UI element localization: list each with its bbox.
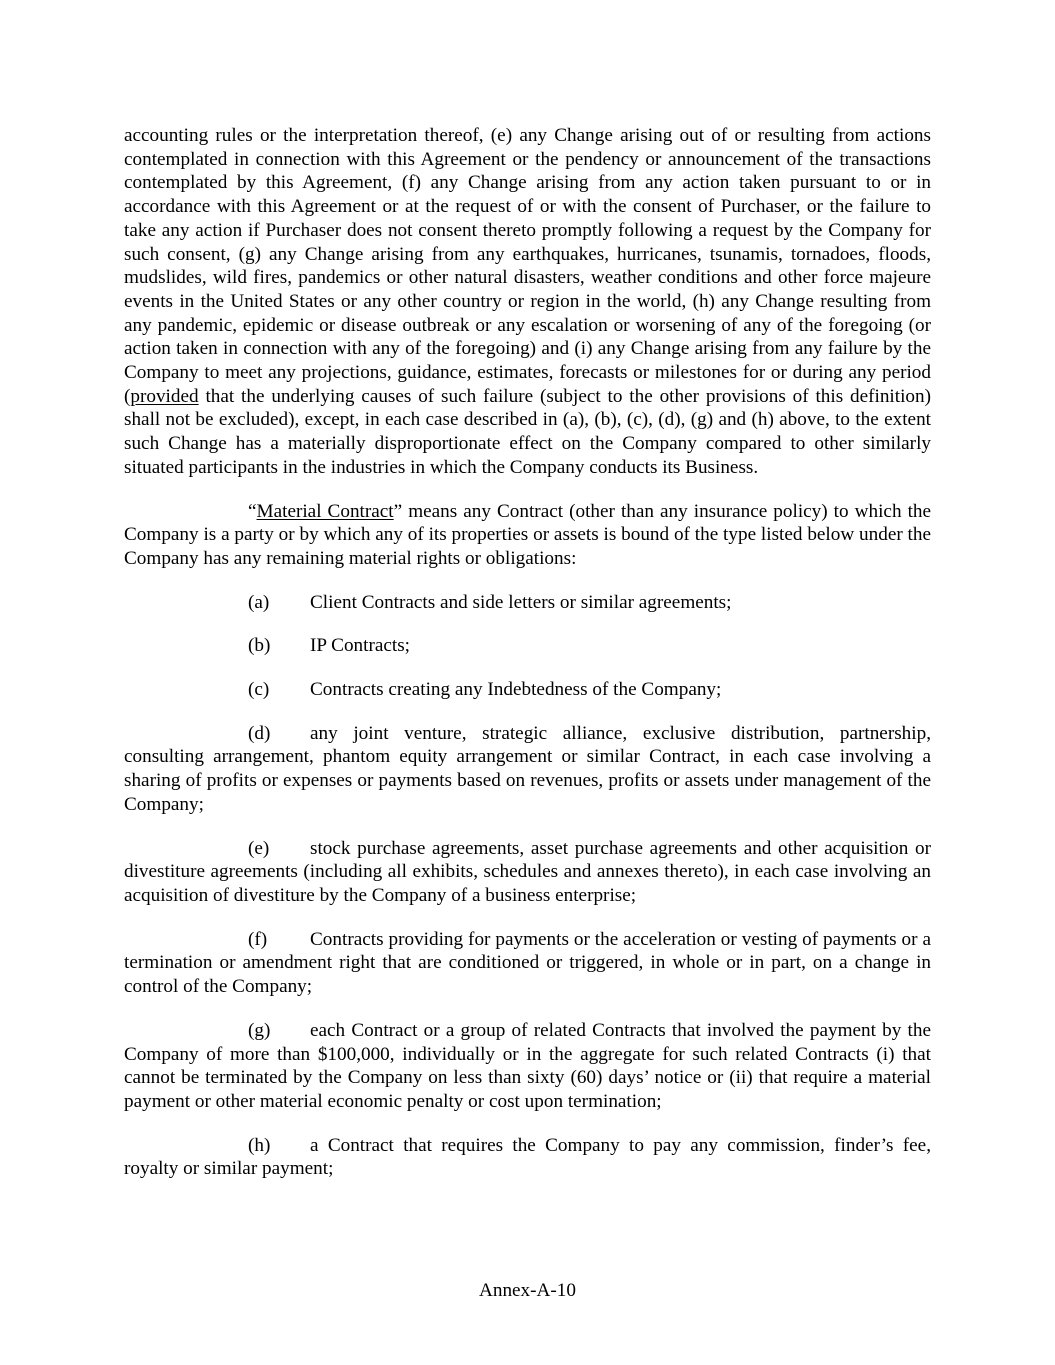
item-text: IP Contracts; [310,635,411,657]
intro-paragraph [124,124,931,480]
list-item-f [124,928,931,999]
list-item-c [124,678,931,702]
document-page [124,124,931,1181]
provided-term: provided [130,385,199,407]
list-item-a [124,591,931,615]
defined-term: Material Contract [256,500,394,522]
page-number-label: Annex-A-10 [479,1280,576,1301]
item-text: Client Contracts and side letters or similar agreements; [310,591,732,613]
item-label: (b) [248,635,271,657]
page-footer [0,1280,1055,1302]
list-item-e [124,837,931,908]
item-label: (a) [248,591,270,613]
intro-text-part1: accounting rules or the interpretation thereof, (e) any Change arising out of or resulting from actions contemplated in connection with this Agreement or the pendency or announcement of the transactions contemplated by this Agreement, (f) any Change arising from any action taken pursuant to or in accordance with this Agreement or at the request of or with the consent of Purchaser, or the failure to take any action if Purchaser does not consent thereto promptly following a request by the Company for such consent, (g) any Change arising from any earthquakes, hurricanes, tsunamis, tornadoes, floods, mudslides, wild fires, pandemics or other natural disasters, weather conditions and other force majeure events in the United States or any other country or region in the world, (h) any Change resulting from any pandemic, epidemic or disease outbreak or any escalation or worsening of any of the foregoing (or action taken in connection with any of the foregoing) and (i) any Change arising from any failure by the Company to meet any projections, guidance, estimates, forecasts or milestones for or during any period ( [124,125,931,407]
item-label: (d) [248,722,271,744]
item-text: Contracts creating any Indebtedness of the Company; [310,679,722,701]
material-contract-definition [124,500,931,571]
item-text: any joint venture, strategic alliance, exclusive distribution, partnership, consulting arrangement, phantom equity arrangement or similar Contract, in each case involving a sharing of profits or expenses or payments based on revenues, profits or assets under management of the Company; [124,722,931,815]
list-item-g [124,1019,931,1114]
list-item-d [124,722,931,817]
item-label: (f) [248,928,268,950]
item-text: stock purchase agreements, asset purchase agreements and other acquisition or divestiture agreements (including all exhibits, schedules and annexes thereto), in each case involving an acquisition of divestiture by the Company of a business enterprise; [124,837,931,906]
item-text: a Contract that requires the Company to pay any commission, finder’s fee, royalty or similar payment; [124,1134,931,1180]
list-item-b [124,634,931,658]
list-item-h [124,1134,931,1181]
open-quote: “ [248,500,257,522]
item-text: Contracts providing for payments or the acceleration or vesting of payments or a termination or amendment right that are conditioned or triggered, in whole or in part, on a change in control of the Company; [124,928,931,998]
item-label: (e) [248,837,270,859]
item-label: (h) [248,1134,271,1156]
item-label: (c) [248,679,270,701]
item-text: each Contract or a group of related Contracts that involved the payment by the Company of more than $100,000, individually or in the aggregate for such related Contracts (i) that cannot be terminated by the Company on less than sixty (60) days’ notice or (ii) that require a material payment or other material economic penalty or cost upon termination; [124,1019,931,1112]
definition-text: ” means any Contract (other than any insurance policy) to which the Company is a party or by which any of its properties or assets is bound of the type listed below under the Company has any remaining material rights or obligations: [124,500,932,569]
intro-text-part2: that the underlying causes of such failure (subject to the other provisions of this definition) shall not be excluded), except, in each case described in (a), (b), (c), (d), (g) and (h) above, to the extent such Change has a materially disproportionate effect on the Company compared to other similarly situated participants in the industries in which the Company conducts its Business. [124,385,931,478]
item-label: (g) [248,1019,271,1041]
